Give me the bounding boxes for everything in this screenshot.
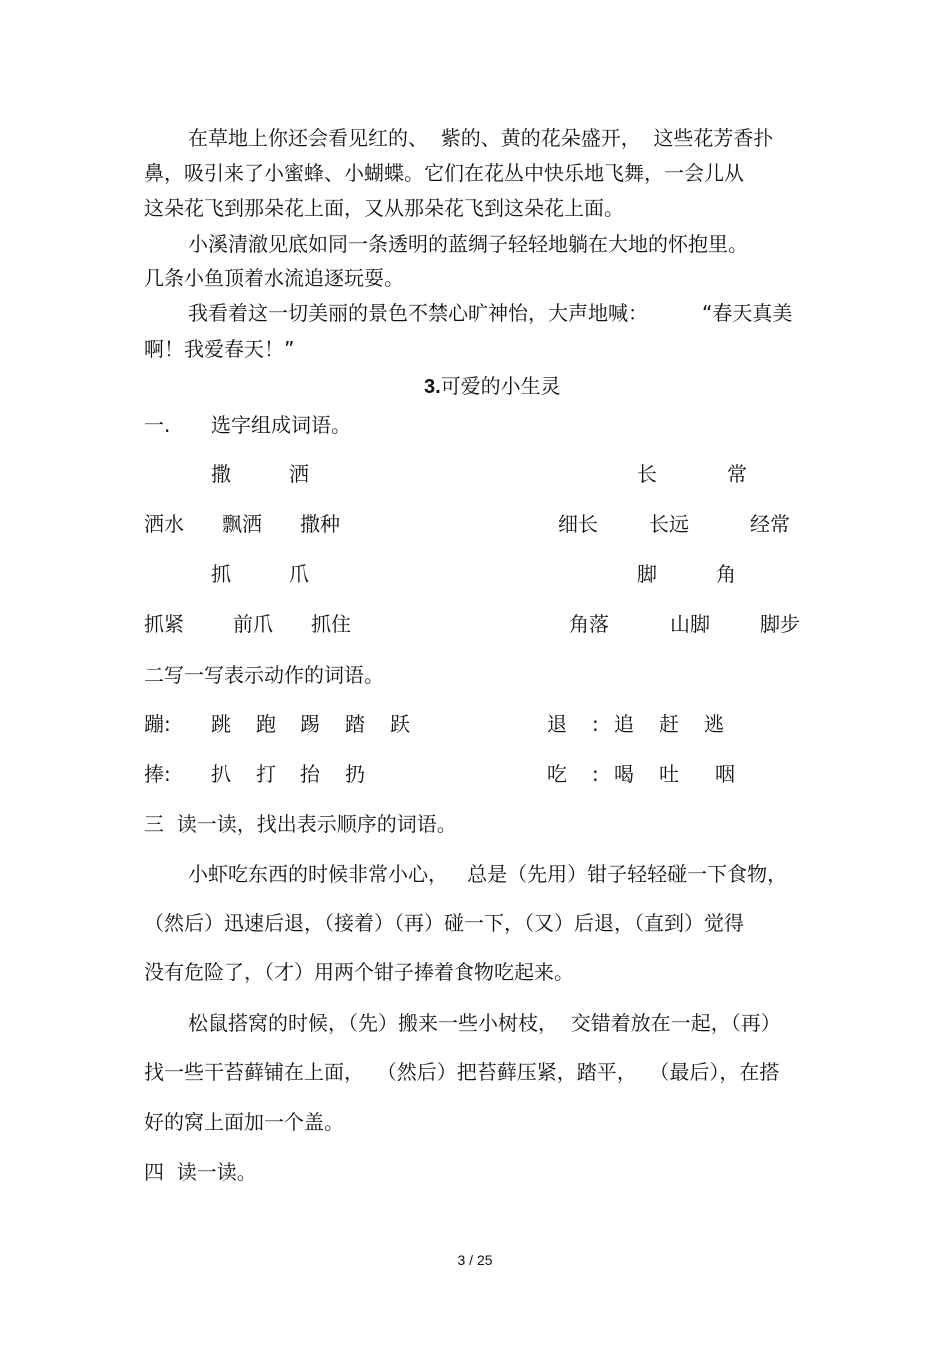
lesson-title: [424, 374, 561, 399]
word-answer: 经常: [750, 512, 790, 536]
sec3-p2-line3: 好的窝上面加一个盖。: [144, 1110, 344, 1134]
verb-label: 退: [547, 712, 567, 736]
char-option: 角: [716, 562, 736, 586]
sec3-p1-line2: （然后）迅速后退，（接着）（再）碰一下，（又）后退，（直到）觉得: [144, 911, 744, 935]
verb-word: 踏: [345, 712, 365, 736]
sec1-heading: 选字组成词语。: [211, 413, 351, 437]
verb-word: 吐: [659, 762, 679, 786]
verb-label: 吃: [547, 762, 567, 786]
word-answer: 长远: [649, 512, 689, 536]
lesson-title-text: 可爱的小生灵: [440, 374, 561, 398]
sec3-p1-line1: 小虾吃东西的时候非常小心， 总是（先用）钳子轻轻碰一下食物，: [188, 862, 788, 886]
char-option: 爪: [289, 562, 309, 586]
verb-word: 追: [614, 712, 634, 736]
verb-word: 跑: [256, 712, 276, 736]
verb-word: 跃: [390, 712, 410, 736]
verb-label: 捧:: [144, 762, 171, 786]
word-answer: 洒水: [144, 512, 184, 536]
intro-p2-line1: 小溪清澈见底如同一条透明的蓝绸子轻轻地躺在大地的怀抱里。: [188, 232, 748, 256]
verb-word: 抬: [300, 762, 320, 786]
sec1-heading-num: 一.: [144, 413, 171, 437]
verb-colon: :: [592, 762, 599, 786]
sec2-heading: 二写一写表示动作的词语。: [144, 663, 384, 687]
verb-label: 蹦:: [144, 712, 171, 736]
intro-p3-line1: 我看着这一切美丽的景色不禁心旷神怡，大声地喊：: [188, 301, 648, 325]
verb-word: 跳: [211, 712, 231, 736]
sec3-p2-line1: 松鼠搭窝的时候，（先）搬来一些小树枝， 交错着放在一起，（再）: [188, 1011, 781, 1035]
verb-word: 扒: [211, 762, 231, 786]
verb-word: 踢: [300, 712, 320, 736]
char-option: 洒: [289, 462, 309, 486]
verb-word: 喝: [614, 762, 634, 786]
intro-p3-line2: 啊！我爱春天！”: [144, 337, 295, 361]
word-answer: 飘洒: [222, 512, 262, 536]
char-option: 长: [637, 462, 657, 486]
verb-word: 赶: [659, 712, 679, 736]
sec4-heading: 四 读一读。: [144, 1160, 257, 1184]
lesson-number: 3.: [424, 376, 441, 398]
char-option: 常: [727, 462, 747, 486]
word-answer: 抓住: [311, 612, 351, 636]
verb-word: 扔: [345, 762, 365, 786]
word-answer: 细长: [558, 512, 598, 536]
word-answer: 前爪: [233, 612, 273, 636]
verb-colon: :: [592, 712, 599, 736]
word-answer: 角落: [569, 612, 609, 636]
intro-p1-line3: 这朵花飞到那朵花上面，又从那朵花飞到这朵花上面。: [144, 196, 624, 220]
char-option: 脚: [637, 562, 657, 586]
sec3-heading: 三 读一读，找出表示顺序的词语。: [144, 812, 457, 836]
word-answer: 抓紧: [144, 612, 184, 636]
intro-p1-line1: 在草地上你还会看见红的、 紫的、黄的花朵盛开， 这些花芳香扑: [188, 126, 774, 150]
intro-p3-quote: “春天真美: [702, 301, 793, 325]
word-answer: 山脚: [670, 612, 710, 636]
word-answer: 脚步: [760, 612, 800, 636]
verb-word: 咽: [715, 762, 735, 786]
verb-word: 逃: [704, 712, 724, 736]
intro-p1-line2: 鼻，吸引来了小蜜蜂、小蝴蝶。它们在花丛中快乐地飞舞，一会儿从: [144, 161, 744, 185]
word-answer: 撒种: [300, 512, 340, 536]
char-option: 抓: [211, 562, 231, 586]
sec3-p2-line2: 找一些干苔藓铺在上面， （然后）把苔藓压紧，踏平， （最后），在搭: [144, 1060, 780, 1084]
page-number: 3 / 25: [457, 1252, 493, 1268]
char-option: 撒: [211, 462, 231, 486]
verb-word: 打: [256, 762, 276, 786]
sec3-p1-line3: 没有危险了，（才）用两个钳子捧着食物吃起来。: [144, 960, 574, 984]
intro-p2-line2: 几条小鱼顶着水流追逐玩耍。: [144, 266, 404, 290]
